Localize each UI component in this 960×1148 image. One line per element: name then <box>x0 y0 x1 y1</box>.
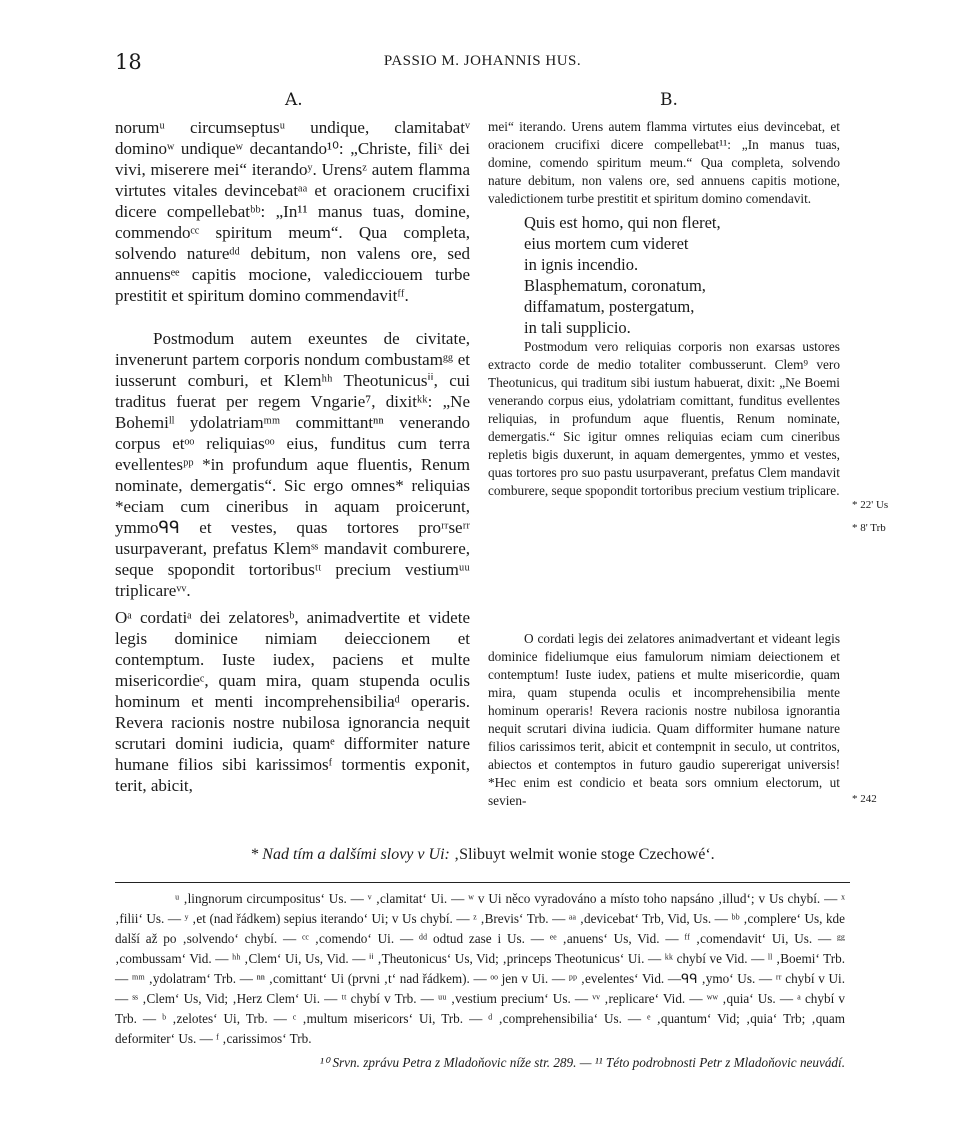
apparatus-text: ᵘ ‚lingnorum circumpositus‘ Us. — ᵛ ‚clamitat‘ Ui. — ʷ v Ui něco vyradováno a místo toho napsáno ‚illud‘; v Us chybí. — ˣ ‚filii‘ Us. — ʸ ‚et (nad řádkem) sepius iterando‘ Ui; v Us chybí. — ᶻ ‚Brevis‘ Trb. — ᵃᵃ ‚devicebat‘ Trb, Vid, Us. — ᵇᵇ ‚complere‘ Us, kde další až po ‚solvendo‘ chybí. — ᶜᶜ ‚comendo‘ Ui. — ᵈᵈ odtud zase i Us. — ᵉᵉ ‚anuens‘ Us, Vid. — ᶠᶠ ‚comendavit‘ Ui, Us. — ᵍᵍ ‚combussam‘ Vid. — ʰʰ ‚Clem‘ Ui, Us, Vid. — ⁱⁱ ‚Theutonicus‘ Us, Vid; ‚princeps Theotunicus‘ Ui. — ᵏᵏ chybí ve Vid. — ˡˡ ‚Boemi‘ Trb. — ᵐᵐ ‚ydolatram‘ Trb. — ⁿⁿ ‚comittant‘ Ui (prvni ‚t‘ nad řádkem). — ᵒᵒ jen v Ui. — ᵖᵖ ‚evelentes‘ Vid. —ᑫᑫ ‚ymo‘ Us. — ʳʳ chybí v Ui. — ˢˢ ‚Clem‘ Us, Vid; ‚Herz Clem‘ Ui. — ᵗᵗ chybí v Trb. — ᵘᵘ ‚vestium precium‘ Us. — ᵛᵛ ‚replicare‘ Vid. — ʷʷ ‚quia‘ Us. — ᵃ chybí v Trb. — ᵇ ‚zelotes‘ Ui, Trb. — ᶜ ‚multum misericors‘ Ui, Trb. — ᵈ ‚comprehensibilia‘ Us. — ᵉ ‚quantum‘ Vid; ‚quia‘ Trb; ‚quam deformiter‘ Us. — ᶠ ‚carissimos‘ Trb. <box>115 891 845 1046</box>
column-b-poem <box>488 212 840 338</box>
margin-note: * 8' Trb <box>852 522 886 534</box>
column-b-paragraph-1: mei“ iterando. Urens autem flamma virtutes eius devincebat, et oracionem crucifixi dicere compellebat¹¹: „In manus tuas, domine, comendo spiritum meum.“ Qua completa, solvendo nature debitum, non valens ore, sed annuens capitis motione, valedictionem turbe prestitit et spiritum domino comendavit. <box>488 119 840 206</box>
column-a-label: A. <box>285 90 303 110</box>
column-b-paragraph-2: Postmodum vero reliquias corporis non exarsas ustores extracto corde de medio totaliter combusserunt. Clem⁹ vero Theotunicus, qui traditum sibi iustum habuerat, dixit: „Ne Boemi venerando corpus eius, ydolatriam comittant, funditus evellentes reliquias, in profundum aque fluentis, Renum nominate, demergatis.“ Sic igitur omnes reliquias eciam cum cineribus repletis bigis duxerunt, in aquam demergentes, ymmo et vestes, quas tortores pro suo pastu usurpaverant, prefatus Clem mandavit comburere, seque spopondit tortoribus precium vestium triplicare. <box>488 339 840 498</box>
running-title: PASSIO M. JOHANNIS HUS. <box>383 53 582 69</box>
poem-line: Blasphematum, coronatum, <box>524 276 706 295</box>
column-a-paragraph-2: Postmodum autem exeuntes de civitate, invenerunt partem corporis nondum combustamᵍᵍ et iusserunt comburi, et Klemʰʰ Theotunicusⁱⁱ, cui traditus fuerat per regem Vngarie⁷, dixitᵏᵏ: „Ne Bohemiˡˡ ydolatriamᵐᵐ committantⁿⁿ venerando corpus etᵒᵒ reliquiasᵒᵒ eius, funditus cum terra evellentesᵖᵖ *in profundum aque fluentis, Renum nominate, demergatis“. Sic ergo omnes* reliquias *eciam cum cineribus in aquam proicerunt, ymmoᑫᑫ et vestes, quas tortores proʳʳseʳʳ usurpaverant, prefatus Klemˢˢ mandavit comburere, seque spopondit tortoribusᵗᵗ precium vestiumᵘᵘ triplicareᵛᵛ. <box>115 329 470 600</box>
column-b-lower <box>488 630 840 810</box>
margin-note: * 242 <box>852 793 877 805</box>
column-b-label: B. <box>660 90 678 110</box>
bottom-note <box>115 846 850 864</box>
poem-line: eius mortem cum videret <box>524 234 689 253</box>
column-b-text <box>488 118 840 500</box>
divider-rule <box>115 882 850 883</box>
bottom-note-roman: ‚Slibuyt welmit wonie stoge Czechowé‘. <box>453 846 715 863</box>
page-header <box>115 50 850 76</box>
poem-line: in tali supplicio. <box>524 318 631 337</box>
column-a-paragraph-3: Oᵃ cordatiᵃ dei zelatoresᵇ, animadvertite et videte legis dominice nimiam deieccionem et contemptum. Iuste iudex, paciens et multe misericordieᶜ, quam mira, quam stupenda oculis hominum et menti incomprehensibiliaᵈ operaris. Revera racionis nostre nubilosa ignorancia nequit scrutari domini iudicia, quamᵉ difformiter nature humane filios sibi karissimosᶠ tormentis exponit, terit, abicit, <box>115 608 470 795</box>
column-a-paragraph-1: norumᵘ circumseptusᵘ undique, clamitabatᵛ dominoʷ undiqueʷ decantando¹⁰: „Christe, filiˣ dei vivi, miserere mei“ iterandoʸ. Urensᶻ autem flamma virtutes vitales devincebatᵃᵃ et oracionem crucifixi dicere compellebatᵇᵇ: „In¹¹ manus tuas, domine, commendoᶜᶜ spiritum meum“. Qua completa, solvendo natureᵈᵈ debitum, non valens ore, sed annuensᵉᵉ capitis mocione, valedicciouem turbe prestitit et spiritum domino commendavitᶠᶠ. <box>115 118 470 305</box>
footnotes: ¹⁰ Srvn. zprávu Petra z Mladoňovic níže str. 289. — ¹¹ Této podrobnosti Petr z Mladoňovic neuvádí. <box>319 1055 845 1070</box>
column-b-paragraph-3: O cordati legis dei zelatores animadvertant et videant legis dominice fideliumque eius famulorum nimiam deiectionem et contemptum! Iuste iudex, patiens et multe misericordie, quam mira, quam stupenda oculis et incomprehensibilia mente hominum operaris! Revera racionis nostre nubilosa ignorantia nequit scrutari divina iudicia. Quam difformiter humane nature filios carissimos terit, abicit et contempnit in seculo, ut contritos, abiectos et contemptos in futuro gaudio supererigat universis! *Hec enim est condicio et beata sors omnium electorum, ut sevien- <box>488 631 840 808</box>
page-number: 18 <box>115 50 142 74</box>
poem-line: in ignis incendio. <box>524 255 639 274</box>
poem-line: Quis est homo, qui non fleret, <box>524 213 721 232</box>
poem-line: diffamatum, postergatum, <box>524 297 695 316</box>
margin-note: * 22' Us <box>852 499 889 511</box>
critical-apparatus <box>115 889 845 1049</box>
bottom-note-italic: * Nad tím a dalšími slovy v Ui: <box>250 846 450 863</box>
column-a-text <box>115 117 470 796</box>
